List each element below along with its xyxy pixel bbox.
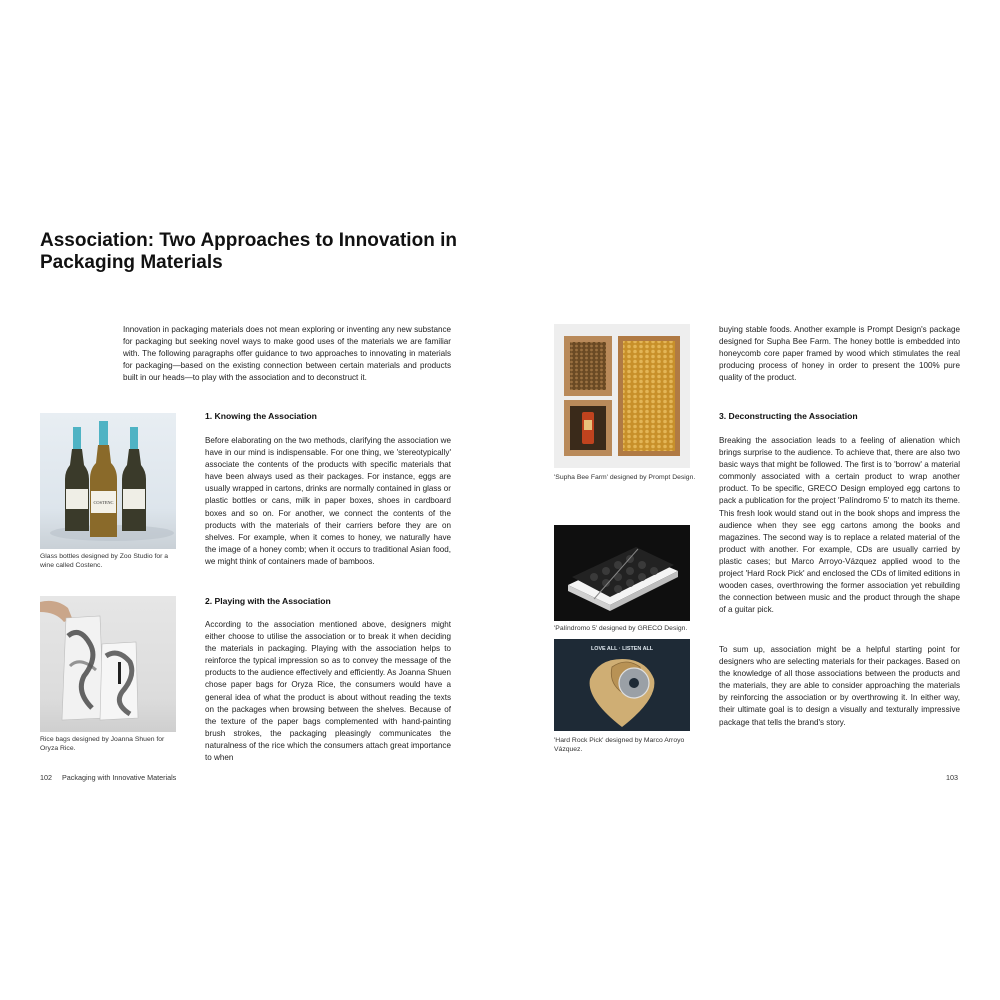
page-title: Association: Two Approaches to Innovation in Packaging Materials [40,230,457,273]
section-3-heading: 3. Deconstructing the Association [719,411,858,421]
left-running-title: Packaging with Innovative Materials [62,773,177,782]
rice-bag-right [100,642,138,720]
section-3-text: Breaking the association leads to a feeling of alienation which brings surprise to the audience. To achieve that, there are also two basic ways that might be followed. The first is to 'borrow' a material commonly associated with a certain product to wrap another product. To be specific, GRECO Design employed egg cartons to pack a publication for the project 'Palíndromo 5' to match its theme. This fresh look would stand out in the book shops and impress the audience when they see egg cartons among the books and magazines. The second way is to replace a related material of the product with another. For example, CDs are usually carried by plastic cases; but Marco Arroyo-Vázquez applied wood to the project 'Hard Rock Pick' and enclosed the CDs of limited editions in wooden cases, overthrowing the former association yet rebuilding the connection between music and the product through the shape of a guitar pick. [719,436,960,615]
rice-bags-image [40,596,176,732]
bottle-center [90,421,117,537]
honey-package-image [554,324,690,468]
bottle-label-text: COSTENC [93,500,114,505]
palindromo-caption: 'Palíndromo 5' designed by GRECO Design. [554,625,688,632]
honeycomb-tray [618,336,680,456]
section-1-heading: 1. Knowing the Association [205,411,317,421]
section-1-text: Before elaborating on the two methods, clarifying the association we have in our mind is indispensable. For one thing, we 'stereotypically' associate the contents of the products with specific materials that have been always used as their packages. For instance, eggs are usually wrapped in cartons, drinks are normally contained in glass or plastic bottles or cans, milk in paper boxes, shoes in cardboard boxes and so on. For another, we connect the contents of the products with the materials of their carriers before they are on shelves. For example, when it comes to honey, we naturally have the image of a honey comb; when it occurs to traditional Asian food, we might think of containers made of bamboos. [205,436,451,566]
conclusion-paragraph: To sum up, association might be a helpful starting point for designers who are selecting materials for their packages. Based on the knowledge of all those associations between the products and the materials, they are able to consider approaching the materials by reinforcing the association or by overthrowing it. In either way, their ultimate goal is to design a visually and texturally impressive package that tells the brand's story. [719,645,960,727]
palindromo-egg-carton-image [554,525,690,621]
hard-rock-pick-image [554,639,690,731]
wine-bottles-image [40,413,176,549]
section-2-text: According to the association mentioned above, designers might either choose to utilise the association or to break it when deciding the materials in packaging. Playing with the association helps to reinforce the typical impression so as to convey the message of the products to the audience effectively and efficiently. As Joanna Shuen chose paper bags for Oryza Rice, the consumers would have a general idea of what the product is about without reading the texts on the packages when browsing between the shelves. Because of the texture of the paper bags complemented with hand-painting brush strokes, the packaging pleasingly communicates the naturalness of the rice which the consumers attach great importance to when [205,620,451,763]
honey-box-bottom-left [564,400,612,456]
pick-arc-text: LOVE ALL · LISTEN ALL [590,646,654,652]
section-2-heading: 2. Playing with the Association [205,596,331,606]
left-page-number: 102 [40,773,52,782]
bottle-left [65,427,89,531]
right-page-number: 103 [946,773,958,782]
intro-paragraph: Innovation in packaging materials does not mean exploring or inventing any new substance for packaging but seeking novel ways to make good uses of the materials we are familiar with. The following paragraphs offer guidance to two approaches to innovating in materials for packaging—based on the existing connection between certain materials and products built in our heads—to play with the association and to deconstruct it. [123,325,451,383]
honey-box-top-left [564,336,612,396]
honey-caption: 'Supha Bee Farm' designed by Prompt Design. [554,474,696,481]
rice-caption: Rice bags designed by Joanna Shuen for Oryza Rice. [40,736,165,752]
continuation-paragraph: buying stable foods. Another example is Prompt Design's package designed for Supha Bee Farm. The honey bottle is embedded into honeycomb core paper framed by wood which stimulates the real producing process of honey in order to present the 100% pure quality of the product. [719,325,960,383]
pick-caption: 'Hard Rock Pick' designed by Marco Arroyo Vázquez. [554,737,685,753]
wine-caption: Glass bottles designed by Zoo Studio for a wine called Costenc. [40,553,169,569]
bottle-right [122,427,146,531]
rice-bag-left [62,616,104,720]
